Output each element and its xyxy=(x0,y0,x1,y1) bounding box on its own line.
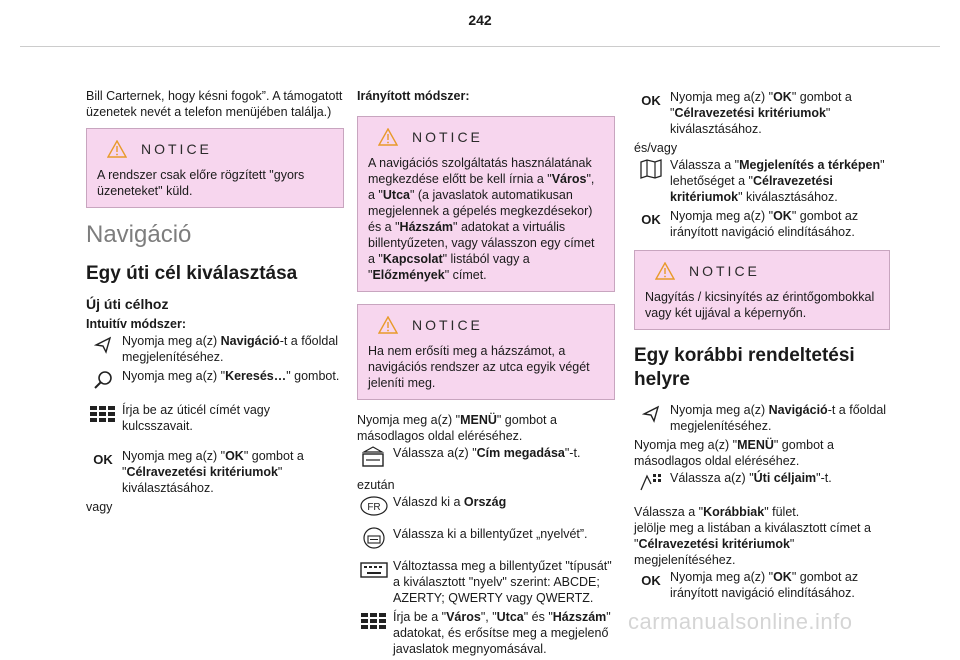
step-keyword xyxy=(86,402,344,434)
svg-text:FR: FR xyxy=(367,502,381,513)
and-or-text: és/vagy xyxy=(634,141,678,155)
method-label: Irányított módszer: xyxy=(357,89,470,103)
step-navigation: Nyomja meg a(z) Navigáció-t a főoldal megjelenítéséhez. xyxy=(634,402,890,434)
ok-icon: OK xyxy=(641,573,661,588)
notice-box xyxy=(357,304,615,400)
warning-icon xyxy=(107,140,127,158)
step-enter-address: Írja be a "Város", "Utca" és "Házszám" adatokat, és erősítse meg a megjelenő javaslatok megnyomásával. xyxy=(357,609,615,657)
heading: Egy úti cél kiválasztása xyxy=(86,263,298,284)
menu-step: Nyomja meg a(z) "MENÜ" gombot a másodlagos oldal eléréséhez. xyxy=(357,413,557,443)
method-label: Intuitív módszer: xyxy=(86,317,187,331)
step-ok: OK Nyomja meg a(z) "OK" gombot az irányított navigáció elindításához. xyxy=(634,569,890,601)
keyboard-language-icon xyxy=(357,526,391,550)
watermark: carmanualsonline.info xyxy=(628,609,853,634)
keyboard-icon xyxy=(357,558,391,582)
step-text: Válassza ki a billentyűzet „nyelvét”. xyxy=(393,527,588,541)
notice-body: Ha nem erősíti meg a házszámot, a navigációs rendszer az utca egyik végét jeleníti meg. xyxy=(368,344,590,390)
step-ok: OK Nyomja meg a(z) "OK" gombot a "Célravezetési kritériumok" kiválasztásához. xyxy=(634,89,890,137)
step-search: Nyomja meg a(z) "Keresés…" gombot. xyxy=(86,368,344,392)
notice-body: A rendszer csak előre rögzített "gyors üzeneteket" küld. xyxy=(97,168,305,198)
warning-icon xyxy=(378,316,398,334)
step-show-map: Válassza a "Megjelenítés a térképen" lehetőséget a "Célravezetési kritériumok" kiválasztásához. xyxy=(634,157,890,205)
step-text: Változtassa meg a billentyűzet "típusát" a kiválasztott "nyelv" szerint: ABCDE; AZERTY; QWERTY vagy QWERTZ. xyxy=(393,559,612,605)
notice-box xyxy=(86,128,344,208)
notice-box xyxy=(357,116,615,292)
country-icon xyxy=(357,494,391,518)
notice-body: Nagyítás / kicsinyítés az érintőgombokkal vagy két ujjával a képernyőn. xyxy=(645,290,875,320)
ok-icon: OK xyxy=(641,93,661,108)
keyboard-grid-icon xyxy=(357,609,391,633)
step-address: Válassza a(z) "Cím megadása"-t. xyxy=(357,445,615,469)
notice-title: NOTICE xyxy=(412,129,483,145)
column-1 xyxy=(86,88,344,515)
subheading: Új úti célhoz xyxy=(86,296,169,312)
keyboard-grid-icon xyxy=(86,402,120,426)
step-text: Írja be az úticél címét vagy kulcsszavait. xyxy=(122,403,270,433)
step-language xyxy=(357,526,615,550)
notice-title: NOTICE xyxy=(141,141,212,157)
notice-title: NOTICE xyxy=(412,317,483,333)
tab-step: Válassza a "Korábbiak" fület. xyxy=(634,505,800,519)
step-ok: OK Nyomja meg a(z) "OK" gombot a "Célravezetési kritériumok" kiválasztásához. xyxy=(86,448,344,496)
navigation-arrow-icon xyxy=(86,333,120,357)
ok-icon: OK xyxy=(93,452,113,467)
warning-icon xyxy=(655,262,675,280)
top-divider xyxy=(20,46,940,47)
column-2 xyxy=(357,88,615,660)
then-text: ezután xyxy=(357,478,395,492)
heading: Egy korábbi rendeltetési helyre xyxy=(634,345,855,390)
or-text: vagy xyxy=(86,500,113,514)
search-icon xyxy=(86,368,120,392)
step-my-destinations: Válassza a(z) "Úti céljaim"-t. xyxy=(634,470,890,494)
notice-box xyxy=(634,250,890,330)
step-start-navigation: OK Nyomja meg a(z) "OK" gombot az irányított navigáció elindításához. xyxy=(634,208,890,240)
warning-icon xyxy=(378,128,398,146)
page-number: 242 xyxy=(468,12,492,28)
intro-text: Bill Carternek, hogy késni fogok”. A támogatott üzenetek nevét a telefon menüjében találja.) xyxy=(86,89,343,119)
column-3 xyxy=(634,88,890,604)
navigation-arrow-icon xyxy=(634,402,668,426)
select-step: jelölje meg a listában a kiválasztott címet a "Célravezetési kritériumok" megjelenítéséhez. xyxy=(634,521,871,567)
step-keyboard-type xyxy=(357,558,615,606)
destinations-icon xyxy=(634,470,668,494)
menu-step: Nyomja meg a(z) "MENÜ" gombot a másodlagos oldal eléréséhez. xyxy=(634,438,834,468)
ok-icon: OK xyxy=(641,212,661,227)
step-country: FR Válaszd ki a Ország xyxy=(357,494,615,518)
address-entry-icon xyxy=(357,445,391,469)
notice-body: A navigációs szolgáltatás használatának megkezdése előtt be kell írnia a "Város", a "Utca" (a javaslatok automatikusan megjelennek a gépelés megkezdésekor) és a "Házszám" adatokat a virtuális billentyűzeten, vagy válasszon egy címet a "Kapcsolat" listából vagy a "Előzmények" címet. xyxy=(368,156,595,282)
section-title: Navigáció xyxy=(86,221,192,248)
map-icon xyxy=(634,157,668,181)
notice-title: NOTICE xyxy=(689,263,760,279)
step-navigation: Nyomja meg a(z) Navigáció-t a főoldal megjelenítéséhez. xyxy=(86,333,344,365)
